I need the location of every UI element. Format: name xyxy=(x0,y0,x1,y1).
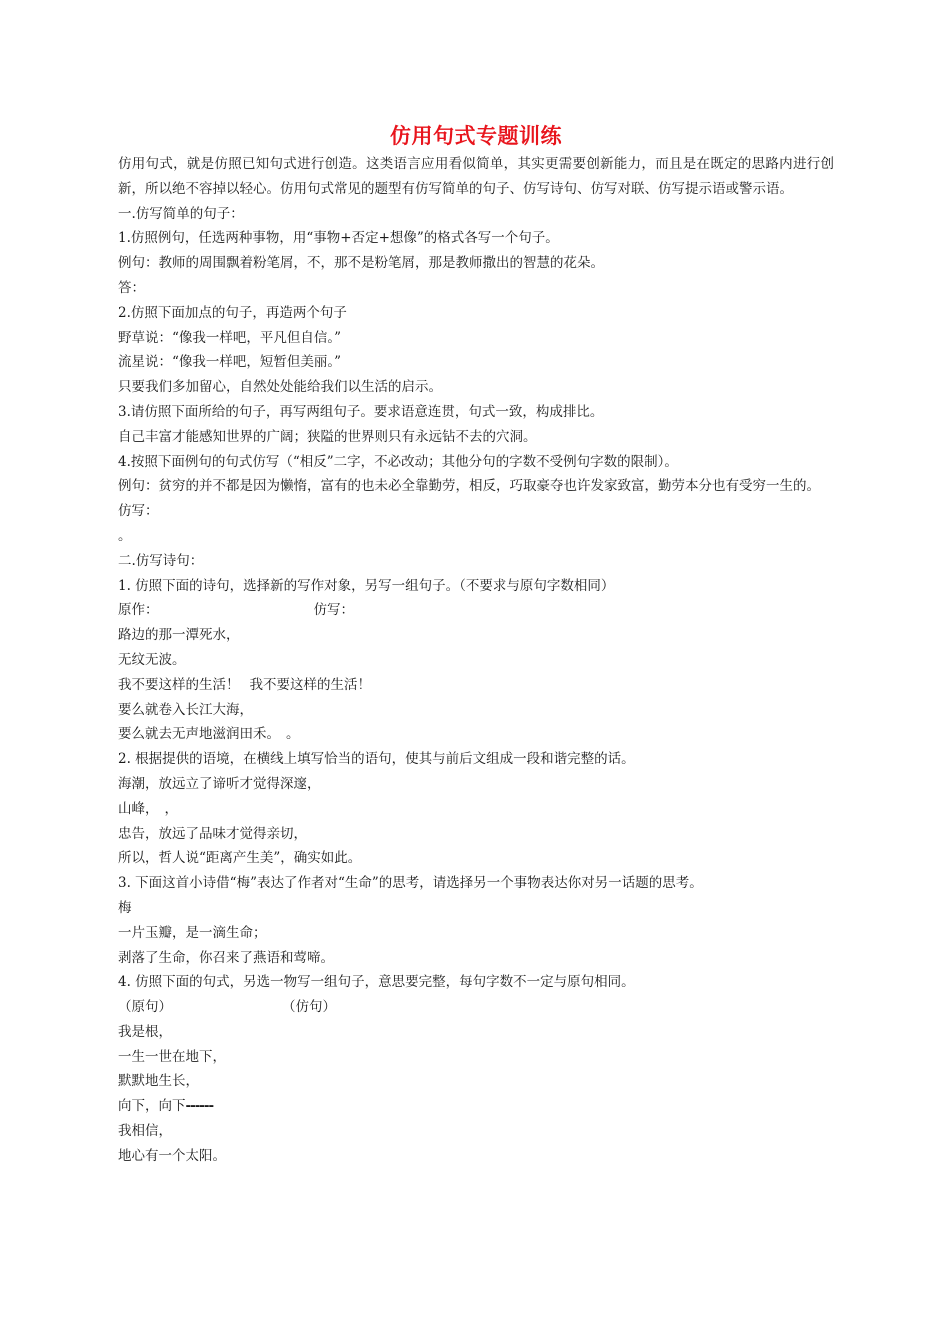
s2-q2-line-4: 所以，哲人说“距离产生美”，确实如此。 xyxy=(118,850,362,867)
s2-q4-line-4-dashes: ------ xyxy=(185,1098,214,1115)
s2-question-4: 4. 仿照下面的句式，另选一物写一组句子，意思要完整，每句字数不一定与原句相同。 xyxy=(118,974,635,991)
s2-q3-poem-title: 梅 xyxy=(118,899,132,916)
s1-q4-period: 。 xyxy=(118,527,132,544)
section1-heading: 一.仿写简单的句子： xyxy=(118,205,244,222)
s2-q1-line-1: 路边的那一潭死水， xyxy=(118,627,240,644)
s2-q3-line-1: 一片玉瓣，是一滴生命； xyxy=(118,924,267,941)
s2-q4-imitation-label: （仿句） xyxy=(282,999,336,1016)
s2-q2-line-2-comma: ， xyxy=(164,800,178,817)
s1-question-3: 3.请仿照下面所给的句子，再写两组句子。要求语意连贯，句式一致，构成排比。 xyxy=(118,403,604,420)
s2-q4-line-1: 我是根， xyxy=(118,1023,172,1040)
s2-question-1: 1. 仿照下面的诗句，选择新的写作对象，另写一组句子。（不要求与原句字数相同） xyxy=(118,577,615,594)
s2-question-3: 3. 下面这首小诗借“梅”表达了作者对“生命”的思考，请选择另一个事物表达你对另一话题的思考。 xyxy=(118,875,703,892)
s2-q1-line-3-original: 我不要这样的生活！ xyxy=(118,676,240,693)
s2-q1-imitation-label: 仿写： xyxy=(313,602,354,619)
s2-q2-line-2 xyxy=(118,797,834,822)
s2-q4-line-2: 一生一世在地下， xyxy=(118,1048,226,1065)
s2-q1-labels xyxy=(118,598,834,623)
s2-q4-line-5: 我相信， xyxy=(118,1123,172,1140)
s2-q4-labels xyxy=(118,995,834,1020)
s2-q1-line-4: 要么就卷入长江大海， xyxy=(118,701,253,718)
document-title: 仿用句式专题训练 xyxy=(390,123,562,148)
s2-q4-original-label: （原句） xyxy=(118,999,172,1016)
s1-q2-line-1: 野草说：“像我一样吧，平凡但自信。” xyxy=(118,329,342,346)
s2-q4-line-4 xyxy=(118,1094,834,1119)
s1-question-4: 4.按照下面例句的句式仿写（“相反”二字，不必改动；其他分句的字数不受例句字数的限制）。 xyxy=(118,453,678,470)
s1-q3-line-1: 自己丰富才能感知世界的广阔；狭隘的世界则只有永远钻不去的穴洞。 xyxy=(118,428,537,445)
s2-q1-line-3-repeat: 我不要这样的生活！ xyxy=(249,676,371,693)
s1-q2-line-2: 流星说：“像我一样吧，短暂但美丽。” xyxy=(118,354,342,371)
document-page xyxy=(118,120,834,1169)
s1-q4-example: 例句：贫穷的并不都是因为懒惰，富有的也未必全靠勤劳，相反，巧取豪夺也许发家致富，勤劳本分也有受穷一生的。 xyxy=(118,478,820,495)
s1-q2-line-3: 只要我们多加留心，自然处处能给我们以生活的启示。 xyxy=(118,379,442,396)
s2-q1-line-3 xyxy=(118,673,834,698)
s2-question-2: 2. 根据提供的语境，在横线上填写恰当的语句，使其与前后文组成一段和谐完整的话。 xyxy=(118,751,635,768)
s2-q1-line-2: 无纹无波。 xyxy=(118,651,186,668)
s2-q2-line-3: 忠告，放远了品味才觉得亲切， xyxy=(118,825,307,842)
s2-q1-line-5-period: 。 xyxy=(286,726,300,743)
s2-q1-line-5-text: 要么就去无声地滋润田禾。 xyxy=(118,726,280,743)
s2-q2-line-1: 海潮，放远立了谛听才觉得深邃， xyxy=(118,775,321,792)
s1-question-1: 1.仿照例句，任选两种事物，用“事物+否定+想像”的格式各写一个句子。 xyxy=(118,230,559,247)
s2-q1-line-5 xyxy=(118,722,834,747)
s2-q4-line-6: 地心有一个太阳。 xyxy=(118,1147,226,1164)
s1-q1-example: 例句：教师的周围飘着粉笔屑，不，那不是粉笔屑，那是教师撒出的智慧的花朵。 xyxy=(118,255,604,272)
section2-heading: 二.仿写诗句： xyxy=(118,552,204,569)
s1-q4-answer: 仿写： xyxy=(118,503,159,520)
s2-q1-original-label: 原作： xyxy=(118,602,159,619)
s2-q2-line-2-text: 山峰， xyxy=(118,800,159,817)
s2-q4-line-4-text: 向下，向下 xyxy=(118,1098,186,1115)
s1-question-2: 2.仿照下面加点的句子，再造两个句子 xyxy=(118,304,347,321)
s2-q4-line-3: 默默地生长， xyxy=(118,1073,199,1090)
s2-q3-line-2: 剥落了生命，你召来了燕语和莺啼。 xyxy=(118,949,334,966)
intro-paragraph: 仿用句式，就是仿照已知句式进行创造。这类语言应用看似简单，其实更需要创新能力，而且是在既定的思路内进行创新，所以绝不容掉以轻心。仿用句式常见的题型有仿写简单的句子、仿写诗句、仿写对联、仿写提示语或警示语。 xyxy=(118,156,834,197)
s1-q1-answer: 答： xyxy=(118,279,145,296)
